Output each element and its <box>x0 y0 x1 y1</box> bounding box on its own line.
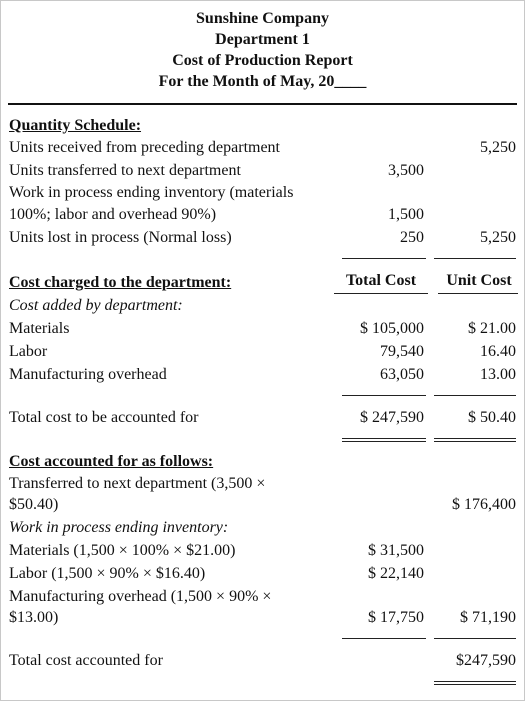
wip-materials-label: Materials (1,500 × 100% × $21.00) <box>9 542 236 559</box>
cost-accounted-heading: Cost accounted for as follows: <box>9 453 214 470</box>
wip-materials-value: $ 31,500 <box>368 542 424 559</box>
materials-label: Materials <box>9 320 70 337</box>
units-received-label: Units received from preceding department <box>9 139 280 156</box>
quantity-schedule-heading: Quantity Schedule: <box>9 117 142 134</box>
cost-subtotal-underline <box>342 395 426 396</box>
transferred-cost-value: $ 176,400 <box>452 496 516 513</box>
cost-charged-heading: Cost charged to the department: <box>9 274 232 291</box>
transferred-cost-label-2: $50.40) <box>9 496 59 513</box>
wip-subtotal-underline <box>342 638 426 639</box>
accounted-subtotal-underline <box>434 638 516 639</box>
labor-total-cost: 79,540 <box>380 343 424 360</box>
materials-total-cost: $ 105,000 <box>360 320 424 337</box>
materials-unit-cost: $ 21.00 <box>468 320 516 337</box>
unit-cost-double-underline-1 <box>434 438 516 439</box>
overhead-total-cost: 63,050 <box>380 366 424 383</box>
units-lost-value: 250 <box>400 229 424 246</box>
final-total-double-underline-2 <box>434 684 516 685</box>
wip-units-value: 1,500 <box>388 206 424 223</box>
total-cost-header-underline <box>334 293 428 294</box>
wip-overhead-value: $ 17,750 <box>368 609 424 626</box>
wip-labor-label: Labor (1,500 × 90% × $16.40) <box>9 565 206 582</box>
wip-total-value: $ 71,190 <box>460 609 516 626</box>
total-cost-to-account-label: Total cost to be accounted for <box>9 409 199 426</box>
quantity-underline <box>342 258 426 259</box>
total-cost-column-header: Total Cost <box>345 272 417 289</box>
units-lost-total: 5,250 <box>480 229 516 246</box>
overhead-unit-cost: 13.00 <box>480 366 516 383</box>
unit-cost-double-underline-2 <box>434 441 516 442</box>
labor-unit-cost: 16.40 <box>480 343 516 360</box>
units-received-total: 5,250 <box>480 139 516 156</box>
wip-overhead-label-1: Manufacturing overhead (1,500 × 90% × <box>9 588 272 605</box>
company-name: Sunshine Company <box>196 10 329 27</box>
total-cost-double-underline-2 <box>342 441 426 442</box>
units-lost-label: Units lost in process (Normal loss) <box>9 229 232 246</box>
units-transferred-label: Units transferred to next department <box>9 162 241 179</box>
cost-added-label: Cost added by department: <box>9 297 183 314</box>
department-name: Department 1 <box>215 31 310 48</box>
report-period: For the Month of May, 20____ <box>158 73 367 90</box>
total-cost-accounted-value: $247,590 <box>456 652 516 669</box>
wip-inventory-label: Work in process ending inventory: <box>9 519 229 536</box>
unit-cost-column-header: Unit Cost <box>446 272 512 289</box>
total-unit-cost-value: $ 50.40 <box>468 409 516 426</box>
quantity-total-underline <box>434 258 516 259</box>
labor-label: Labor <box>9 343 48 360</box>
wip-overhead-label-2: $13.00) <box>9 609 59 626</box>
total-cost-to-account-value: $ 247,590 <box>360 409 424 426</box>
wip-units-label-1: Work in process ending inventory (materials <box>9 184 294 201</box>
wip-labor-value: $ 22,140 <box>368 565 424 582</box>
report-title: Cost of Production Report <box>172 52 353 69</box>
total-cost-double-underline-1 <box>342 438 426 439</box>
transferred-cost-label-1: Transferred to next department (3,500 × <box>9 475 266 492</box>
final-total-double-underline-1 <box>434 681 516 682</box>
overhead-label: Manufacturing overhead <box>9 366 167 383</box>
unit-cost-header-underline <box>438 293 518 294</box>
units-transferred-value: 3,500 <box>388 162 424 179</box>
total-cost-accounted-label: Total cost accounted for <box>9 652 163 669</box>
header-divider <box>8 103 517 105</box>
unit-subtotal-underline <box>434 395 516 396</box>
wip-units-label-2: 100%; labor and overhead 90%) <box>9 206 217 223</box>
